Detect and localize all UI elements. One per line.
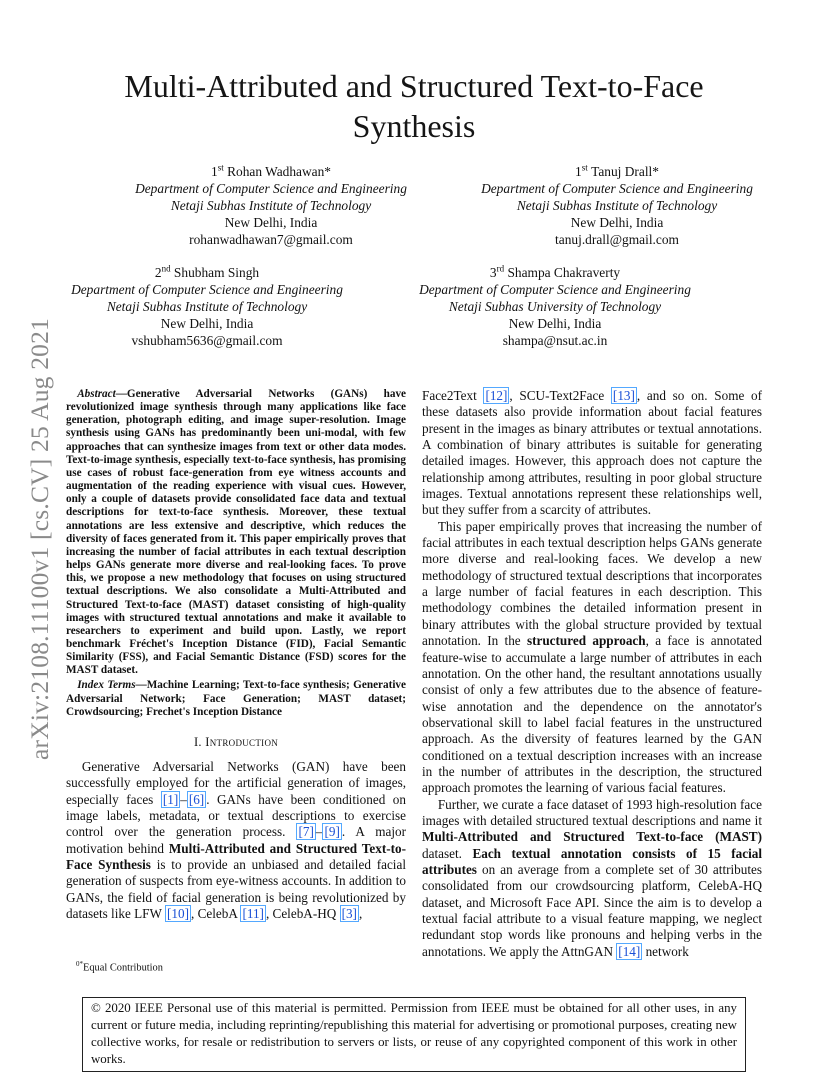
index-terms: Index Terms—Machine Learning; Text-to-face synthesis; Generative Adversarial Network; Face Generation; MAST dataset; Crowdsourcing; Frechet's Inception Distance bbox=[66, 679, 406, 718]
intro-paragraph: Generative Adversarial Networks (GAN) have been successfully employed for the artificial generation of images, especially faces [1] – [6] . GANs have been conditioned on image labels, metadata, or textual descriptions to exercise control over the generation process. [7] – [9] . A major motivation behind Multi-Attributed and Structured Text-to-Face Synthesis is to provide an unbiased and detailed facial generation of suspects from eye-witness accounts. In addition to GANs, the field of facial generation is being revolutionized by datasets like LFW [10] , CelebA [11] , CelebA-HQ [3] , bbox=[66, 758, 406, 921]
author-block bbox=[442, 163, 792, 248]
author-institution: Netaji Subhas University of Technology bbox=[448, 299, 662, 314]
author-email: rohanwadhawan7@gmail.com bbox=[189, 232, 353, 247]
author-name-line: 1st Tanuj Drall* bbox=[575, 162, 659, 179]
author-city: New Delhi, India bbox=[224, 215, 318, 230]
citation-link[interactable]: [11] bbox=[242, 906, 264, 921]
author-city: New Delhi, India bbox=[508, 316, 602, 331]
copyright-notice: © 2020 IEEE Personal use of this material is permitted. Permission from IEEE must be obtained for all other uses, in any current or future media, including reprinting/republishing this material for advertising or promotional purposes, creating new collective works, for resale or redistribution to servers or lists, or reuse of any copyrighted component of this work in other works. bbox=[82, 997, 746, 1072]
author-block bbox=[32, 264, 382, 349]
section-title: Introduction bbox=[205, 734, 279, 749]
body-paragraph: Face2Text [12] , SCU-Text2Face [13] , and so on. Some of these datasets also provide information about facial features present in the images as binary attributes or textual annotations. A combination of binary attributes is suitable for generating detailed images. However, this approach does not capture the relationship among attributes, resulting in poor global structure images. Textual annotations represent these relationships well, but they suffer from a scarcity of attributes. bbox=[422, 388, 763, 518]
author-department: Department of Computer Science and Engineering bbox=[135, 181, 407, 196]
author-department: Department of Computer Science and Engineering bbox=[481, 181, 753, 196]
citation-link[interactable]: [7] bbox=[298, 824, 314, 840]
section-heading: I. Introduction bbox=[193, 734, 279, 749]
citation-link[interactable]: [10] bbox=[167, 906, 189, 921]
right-column bbox=[422, 388, 762, 960]
footnote: $^{0*}$Equal Contribution bbox=[76, 960, 163, 974]
index-terms-text: Machine Learning; Text-to-face synthesis; Generative Adversarial Network; Face Generation; MAST dataset; Crowdsourcing; Frechet's Inception Distance bbox=[66, 679, 406, 718]
author-institution: Netaji Subhas Institute of Technology bbox=[516, 198, 718, 213]
abstract: Abstract—Generative Adversarial Networks (GANs) have revolutionized image synthesis through many applications like face generation, photograph editing, and image super-resolution. Image synthesis using GANs has predominantly been uni-modal, with few approaches that can synthesize images from text or other data modes. Text-to-image synthesis, especially text-to-face synthesis, has promising use cases of robust face-generation from eye witness accounts and augmentation of the reading experience with visual cues. However, only a couple of datasets provide consolidated face data and textual descriptions for text-to-face synthesis. Moreover, these textual annotations are less extensive and descriptive, which reduces the diversity of faces generated from it. This paper empirically proves that increasing the number of facial attributes in each textual description helps GANs generate more diverse and real-looking faces. To prove this, we propose a new methodology that focuses on using structured textual descriptions. We also consolidate a Multi-Attributed and Structured Text-to-face (MAST) dataset consisting of high-quality images with structured textual annotations and make it available to researchers to experiment and build upon. Lastly, we report benchmark Fréchet's Inception Distance (FID), Facial Semantic Similarity (FSS), and Facial Semantic Distance (FSD) scores for the MAST dataset. bbox=[66, 388, 406, 677]
author-city: New Delhi, India bbox=[160, 316, 254, 331]
author-city: New Delhi, India bbox=[570, 215, 664, 230]
citation-link[interactable]: [3] bbox=[341, 906, 357, 921]
author-name: Shampa Chakraverty bbox=[507, 265, 621, 280]
author-department: Department of Computer Science and Engineering bbox=[419, 282, 691, 297]
citation-link[interactable]: [14] bbox=[618, 943, 641, 959]
author-department: Department of Computer Science and Engineering bbox=[71, 282, 343, 297]
left-column bbox=[66, 388, 406, 922]
body-paragraph: Further, we curate a face dataset of 1993 high-resolution face images with detailed structured textual descriptions and name it Multi-Attributed and Structured Text-to-face (MAST) dataset. Each textual annotation consists of 15 facial attributes on an average from a complete set of 30 attributes consolidated from our crowdsourcing platform, CelebA-HQ dataset, and Microsoft Face API. Since the aim is to develop a textual facial attribute to a visual feature mapping, we neglect redundant stop words like pronouns and helping verbs in the annotations. We apply the AttnGAN [14] network bbox=[422, 796, 762, 959]
author-email: tanuj.drall@gmail.com bbox=[555, 232, 679, 247]
author-name-line: 2nd Shubham Singh bbox=[154, 263, 260, 280]
citation-link[interactable]: [9] bbox=[324, 824, 340, 840]
citation-link[interactable]: [12] bbox=[485, 388, 508, 403]
arxiv-stamp: arXiv:2108.11100v1 [cs.CV] 25 Aug 2021 bbox=[25, 317, 54, 760]
author-name: Rohan Wadhawan* bbox=[227, 164, 331, 179]
author-name: Tanuj Drall* bbox=[591, 164, 659, 179]
citation-link[interactable]: [13] bbox=[612, 388, 635, 403]
author-email: vshubham5636@gmail.com bbox=[131, 333, 283, 348]
author-email: shampa@nsut.ac.in bbox=[502, 333, 608, 348]
citation-link[interactable]: [6] bbox=[188, 791, 205, 807]
author-name-line: 3rd Shampa Chakraverty bbox=[489, 263, 621, 280]
citation-link[interactable]: [1] bbox=[162, 791, 179, 807]
author-institution: Netaji Subhas Institute of Technology bbox=[106, 299, 308, 314]
author-name-line: 1st Rohan Wadhawan* bbox=[211, 162, 331, 179]
author-block bbox=[96, 163, 446, 248]
body-paragraph: This paper empirically proves that increasing the number of facial attributes in each textual description helps GANs generate more diverse and real-looking faces. We develop a new methodology of structured textual descriptions that incorporates a large number of facial features in each description. This methodology combines the detailed information present in binary attributes with the global structure provided by textual annotation. In the structured approach, a face is annotated feature-wise to accumulate a large number of attributes in each annotation. On the other hand, the resultant annotations usually consist of only a few attributes due to the absence of feature-wise annotation and the dependence on the annotator's observational skill to label facial features in the unstructured approach. As the diversity of features learned by the GAN conditioned on a textual description increases with an increase in the number of attributes in the description, the structured approach promotes the learning of various facial features. bbox=[422, 518, 762, 796]
author-block bbox=[380, 264, 730, 349]
abstract-text: Generative Adversarial Networks (GANs) have revolutionized image synthesis through many applications like face generation, photograph editing, and image super-resolution. Image synthesis using GANs has predominantly been uni-modal, with few approaches that can synthesize images from text or other data modes. Text-to-image synthesis, especially text-to-face synthesis, has promising use cases of robust face-generation from eye witness accounts and augmentation of the reading experience with visual cues. However, only a couple of datasets provide consolidated face data and textual descriptions for text-to-face synthesis. Moreover, these textual annotations are less extensive and descriptive, which reduces the diversity of faces generated from it. This paper empirically proves that increasing the number of facial attributes in each textual description helps GANs generate more diverse and real-looking faces. To prove this, we propose a new methodology that focuses on using structured textual descriptions. We also consolidate a Multi-Attributed and Structured Text-to-face (MAST) dataset consisting of high-quality images with structured textual annotations and make it available to researchers to experiment and build upon. Lastly, we report benchmark Fréchet's Inception Distance (FID), Facial Semantic Similarity (FSS), and Facial Semantic Distance (FSD) scores for the MAST dataset. bbox=[66, 388, 406, 677]
author-institution: Netaji Subhas Institute of Technology bbox=[170, 198, 372, 213]
paper-title: Multi-Attributed and Structured Text-to-Face Synthesis bbox=[124, 68, 704, 144]
author-name: Shubham Singh bbox=[173, 265, 260, 280]
footnote-text: Equal Contribution bbox=[83, 962, 163, 974]
